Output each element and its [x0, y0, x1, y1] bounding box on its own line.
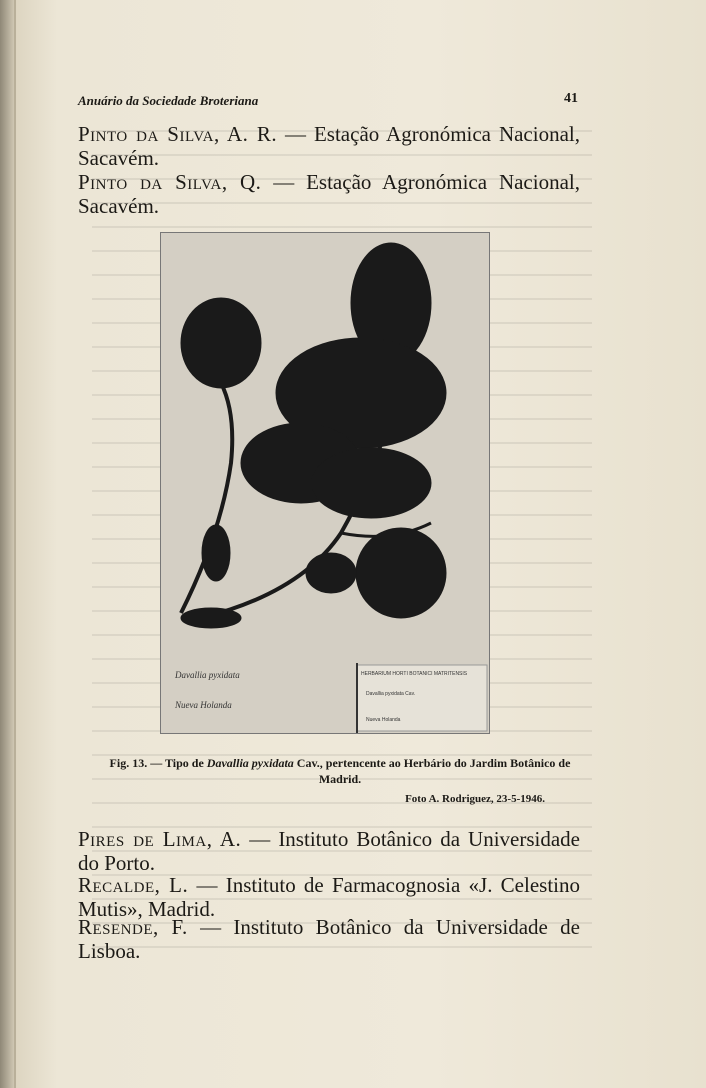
sheet-label-right-2: Davallia pyxidata Cav.: [366, 691, 416, 697]
sheet-label-right-1: HERBARIUM HORTI BOTANICI MATRITENSIS: [361, 671, 468, 677]
book-spine: [0, 0, 14, 1088]
entry-resende: [78, 915, 580, 963]
entry-author: Resende, F.: [78, 915, 188, 939]
entry-author: Pinto da Silva, Q.: [78, 170, 262, 194]
entry-recalde: [78, 873, 580, 921]
entry-text: — Instituto Botânico da Universidade de Lisboa.: [78, 915, 580, 963]
caption-pre: — Tipo de: [147, 756, 207, 770]
photo-credit: Foto A. Rodriguez, 23-5-1946.: [405, 793, 545, 805]
entry-pires-de-lima: [78, 827, 580, 875]
running-title: Anuário da Sociedade Broteriana: [78, 93, 259, 108]
entry-text: — Instituto Botânico da Universidade do Porto.: [78, 827, 580, 875]
figure-label: Fig. 13.: [109, 756, 148, 770]
page-number: 41: [564, 91, 578, 106]
entry-author: Pinto da Silva, A. R.: [78, 122, 278, 146]
entry-text: — Estação Agronómica Nacional, Sacavém.: [78, 122, 580, 170]
entry-author: Recalde, L.: [78, 873, 189, 897]
sheet-label-left-2: Nueva Holanda: [175, 700, 232, 710]
entry-pinto-da-silva-ar: [78, 122, 580, 170]
caption-post: Cav., pertencente ao Herbário do Jardim Botânico de Madrid.: [293, 756, 571, 786]
sheet-label-right-3: Nueva Holanda: [366, 717, 401, 723]
entry-text: — Estação Agronómica Nacional, Sacavém.: [78, 170, 580, 218]
figure-caption: [100, 755, 580, 787]
entry-pinto-da-silva-q: [78, 170, 580, 218]
sheet-label-left-1: Davallia pyxidata: [175, 670, 240, 680]
species-name: Davallia pyxidata: [206, 756, 294, 770]
herbarium-photo: [160, 232, 490, 734]
entry-author: Pires de Lima, A.: [78, 827, 242, 851]
entry-text: — Instituto de Farmacognosia «J. Celestino Mutis», Madrid.: [78, 873, 580, 921]
running-header: [78, 93, 578, 113]
fern-specimen-image: [161, 233, 489, 733]
